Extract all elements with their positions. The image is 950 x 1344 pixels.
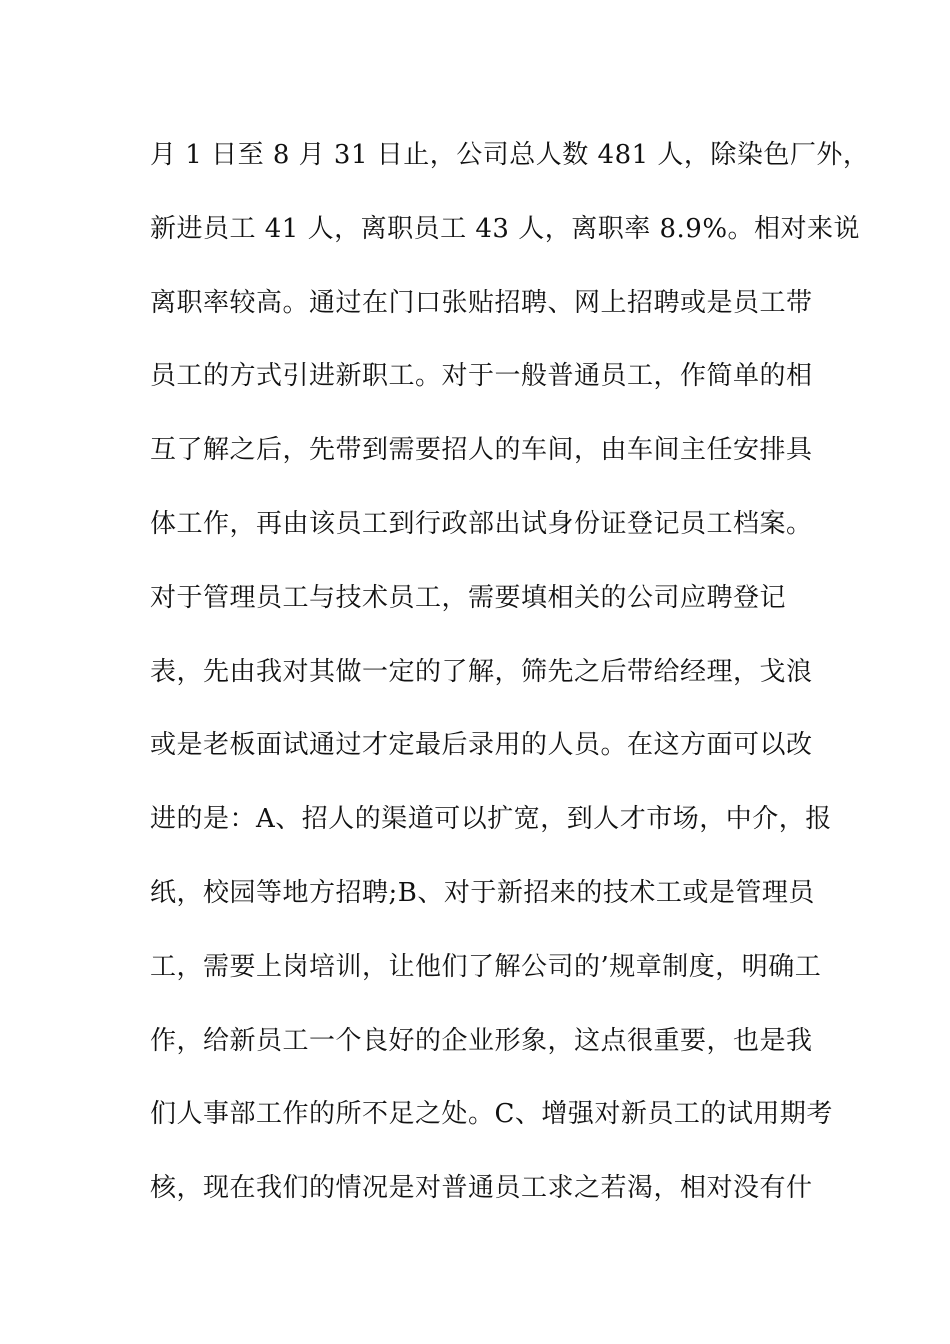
text-line: 进的是：A、招人的渠道可以扩宽，到人才市场，中介，报 bbox=[150, 804, 832, 835]
text-line: 新进员工 41 人，离职员工 43 人，离职率 8.9%。相对来说 bbox=[150, 213, 861, 244]
document-body bbox=[150, 128, 870, 1235]
text-line: 互了解之后，先带到需要招人的车间，由车间主任安排具 bbox=[150, 435, 813, 466]
text-line: 纸，校园等地方招聘;B、对于新招来的技术工或是管理员 bbox=[150, 877, 815, 908]
text-line: 工，需要上岗培训，让他们了解公司的’规章制度，明确工 bbox=[150, 951, 822, 982]
text-line: 月 1 日至 8 月 31 日止，公司总人数 481 人，除染色厂外， bbox=[150, 140, 870, 170]
text-line: 核，现在我们的情况是对普通员工求之若渴，相对没有什 bbox=[150, 1173, 813, 1204]
text-line: 表，先由我对其做一定的了解，筛先之后带给经理，戈浪 bbox=[150, 656, 813, 687]
text-line: 作，给新员工一个良好的企业形象，这点很重要，也是我 bbox=[150, 1025, 813, 1056]
text-line: 或是老板面试通过才定最后录用的人员。在这方面可以改 bbox=[150, 730, 813, 761]
text-line: 们人事部工作的所不足之处。C、增强对新员工的试用期考 bbox=[150, 1099, 833, 1130]
text-line: 离职率较高。通过在门口张贴招聘、网上招聘或是员工带 bbox=[150, 287, 813, 318]
text-line: 对于管理员工与技术员工，需要填相关的公司应聘登记 bbox=[150, 582, 787, 613]
text-line: 体工作，再由该员工到行政部出试身份证登记员工档案。 bbox=[150, 508, 813, 539]
text-line: 员工的方式引进新职工。对于一般普通员工，作简单的相 bbox=[150, 361, 813, 392]
